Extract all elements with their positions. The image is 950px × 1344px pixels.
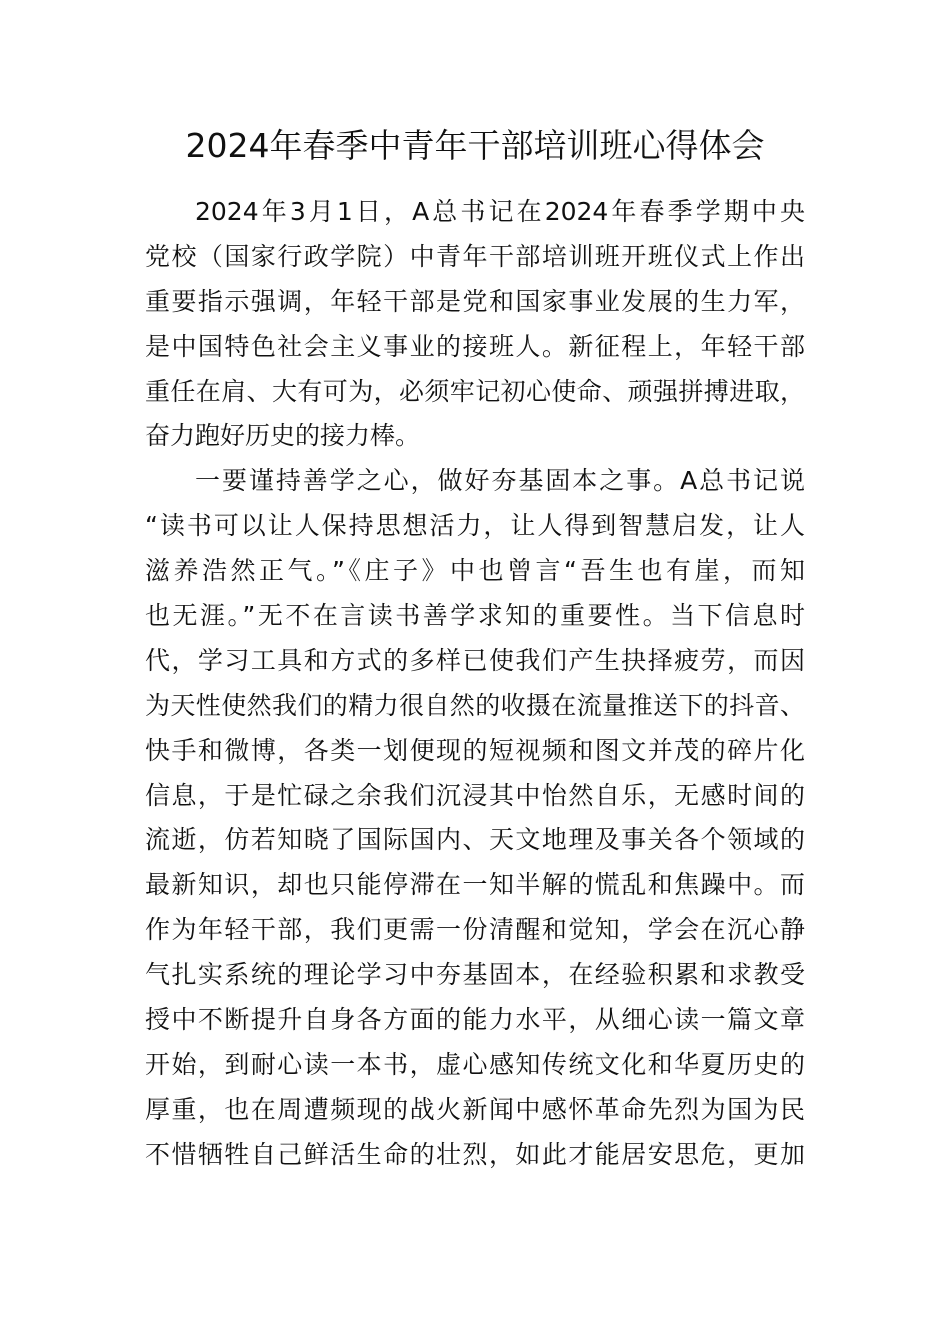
text-line: 是中国特色社会主义事业的接班人。新征程上，年轻干部 — [145, 331, 805, 361]
text-line: 最新知识，却也只能停滞在一知半解的慌乱和焦躁中。而 — [145, 870, 805, 900]
text-line: 流逝，仿若知晓了国际国内、天文地理及事关各个领域的 — [145, 825, 805, 855]
document-title: 2024年春季中青年干部培训班心得体会 — [185, 126, 765, 165]
text-line: 2024年3月1日，A总书记在2024年春季学期中央 — [195, 197, 805, 226]
text-line: 滋养浩然正气。”《庄子》中也曾言“吾生也有崖，而知 — [145, 556, 805, 586]
text-line: 代，学习工具和方式的多样已使我们产生抉择疲劳，而因 — [145, 645, 805, 675]
text-line: 信息，于是忙碌之余我们沉浸其中怡然自乐，无感时间的 — [145, 780, 805, 810]
text-line: 重要指示强调，年轻干部是党和国家事业发展的生力军， — [145, 286, 805, 316]
text-line: 党校（国家行政学院）中青年干部培训班开班仪式上作出 — [145, 241, 805, 271]
document-body — [145, 190, 805, 1178]
paragraph-2 — [145, 459, 805, 1177]
text-line: 重任在肩、大有可为，必须牢记初心使命、顽强拼搏进取， — [145, 376, 805, 406]
text-line: 开始，到耐心读一本书，虚心感知传统文化和华夏历史的 — [145, 1049, 805, 1079]
text-line: 一要谨持善学之心，做好夯基固本之事。A总书记说 — [195, 466, 805, 496]
text-line: 厚重，也在周遭频现的战火新闻中感怀革命先烈为国为民 — [145, 1094, 805, 1124]
text-line: 奋力跑好历史的接力棒。 — [145, 421, 421, 451]
paragraph-1 — [145, 190, 805, 459]
text-line: 快手和微博，各类一划便现的短视频和图文并茂的碎片化 — [145, 735, 805, 765]
text-line: 也无涯。”无不在言读书善学求知的重要性。当下信息时 — [145, 601, 805, 631]
text-line: 为天性使然我们的精力很自然的收摄在流量推送下的抖音、 — [145, 690, 805, 720]
text-line: 作为年轻干部，我们更需一份清醒和觉知，学会在沉心静 — [145, 915, 805, 945]
text-line: 不惜牺牲自己鲜活生命的壮烈，如此才能居安思危，更加 — [145, 1139, 805, 1169]
text-line: “读书可以让人保持思想活力，让人得到智慧启发，让人 — [145, 511, 805, 541]
text-line: 气扎实系统的理论学习中夯基固本，在经验积累和求教受 — [145, 960, 805, 990]
text-line: 授中不断提升自身各方面的能力水平，从细心读一篇文章 — [145, 1005, 805, 1035]
